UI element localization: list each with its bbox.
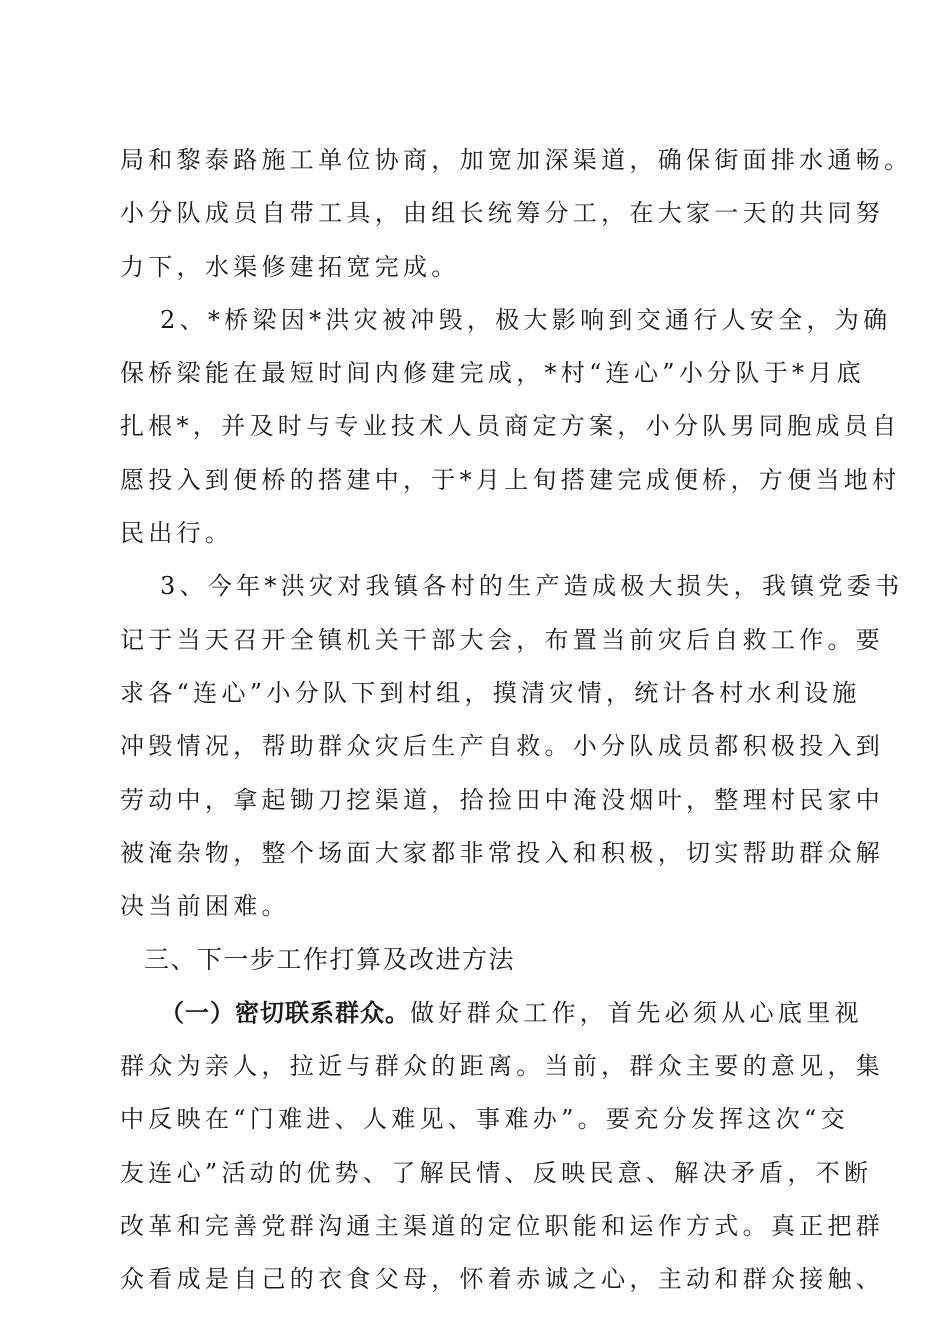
text-line: 劳动中，拿起锄刀挖渠道，拾捡田中淹没烟叶，整理村民家中 bbox=[120, 785, 885, 814]
paragraph-item-3 bbox=[120, 560, 904, 933]
text-line: 群众为亲人，拉近与群众的距离。当前，群众主要的意见，集 bbox=[120, 1052, 885, 1081]
document-page bbox=[120, 134, 913, 1307]
section-heading: 三、下一步工作打算及改进方法 bbox=[144, 945, 516, 975]
text-line: 改革和完善党群沟通主渠道的定位职能和运作方式。真正把群 bbox=[120, 1211, 885, 1240]
subsection-first-line-text: 做好群众工作，首先必须从心底里视 bbox=[410, 998, 863, 1027]
text-line: 2、*桥梁因*洪灾被冲毁，极大影响到交通行人安全，为确 bbox=[160, 305, 892, 334]
text-line: 局和黎泰路施工单位协商，加宽加深渠道，确保街面排水通畅。 bbox=[120, 146, 913, 174]
text-line: 众看成是自己的衣食父母，怀着赤诚之心，主动和群众接触、 bbox=[120, 1265, 885, 1294]
text-line: 记于当天召开全镇机关干部大会，布置当前灾后自救工作。要 bbox=[120, 625, 885, 654]
text-line: 小分队成员自带工具，由组长统筹分工，在大家一天的共同努 bbox=[120, 199, 885, 228]
text-line: 3、今年*洪灾对我镇各村的生产造成极大损失，我镇党委书 bbox=[160, 572, 904, 601]
text-line: 民出行。 bbox=[120, 519, 234, 548]
text-line: 求各“连心”小分队下到村组，摸清灾情，统计各村水利设施 bbox=[120, 678, 861, 707]
text-line: 保桥梁能在最短时间内修建完成，*村“连心”小分队于*月底 bbox=[120, 359, 865, 388]
text-line: 中反映在“门难进、人难见、事难办”。要充分发挥这次“交 bbox=[120, 1105, 849, 1134]
text-line: 愿投入到便桥的搭建中，于*月上旬搭建完成便桥，方便当地村 bbox=[120, 465, 901, 494]
text-line: 冲毁情况，帮助群众灾后生产自救。小分队成员都积极投入到 bbox=[120, 732, 885, 761]
subsection-first-line bbox=[120, 987, 863, 1040]
text-line: 友连心”活动的优势、了解民情、反映民意、解决矛盾，不断 bbox=[120, 1158, 873, 1187]
paragraph-continued bbox=[120, 134, 913, 294]
text-line: 决当前困难。 bbox=[120, 892, 290, 921]
subsection-1 bbox=[120, 987, 885, 1307]
text-line: 力下，水渠修建拓宽完成。 bbox=[120, 252, 460, 281]
paragraph-item-2 bbox=[120, 294, 901, 560]
subsection-heading: （一）密切联系群众。 bbox=[160, 998, 410, 1027]
text-line: 扎根*，并及时与专业技术人员商定方案，小分队男同胞成员自 bbox=[120, 412, 901, 441]
text-line: 被淹杂物，整个场面大家都非常投入和积极，切实帮助群众解 bbox=[120, 838, 885, 867]
